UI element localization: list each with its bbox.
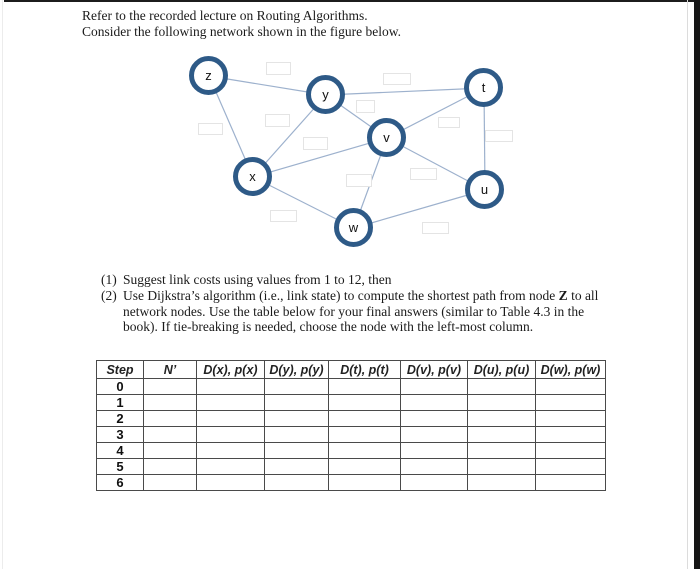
answer-cell (265, 379, 329, 395)
answer-cell (468, 427, 536, 443)
answer-cell (401, 443, 468, 459)
answer-cell (468, 443, 536, 459)
answer-cell (401, 459, 468, 475)
step-value: 1 (97, 395, 144, 411)
answer-cell (468, 459, 536, 475)
answer-cell (197, 427, 265, 443)
answer-cell (536, 475, 606, 491)
node-u: u (465, 170, 504, 209)
table-row-step-5 (97, 459, 606, 475)
answer-cell (197, 379, 265, 395)
step-value: 4 (97, 443, 144, 459)
column-header-step: Step (97, 361, 144, 379)
answer-cell (265, 395, 329, 411)
answer-cell (197, 443, 265, 459)
instruction-item-2 (101, 288, 606, 335)
link-cost-box-5 (303, 137, 328, 150)
answer-cell (401, 475, 468, 491)
instruction-number: (1) (101, 272, 117, 287)
answer-cell (265, 443, 329, 459)
dijkstra-table (96, 360, 606, 491)
link-cost-box-10 (410, 168, 437, 180)
answer-cell (197, 411, 265, 427)
answer-cell (329, 395, 401, 411)
column-header-y: D(y), p(y) (265, 361, 329, 379)
step-value: 2 (97, 411, 144, 427)
table-row-step-3 (97, 427, 606, 443)
edge-y-t (326, 88, 484, 95)
instruction-text: Use Dijkstra’s algorithm (i.e., link state) to compute the shortest path from node Z to all network nodes. Use the table below for your final answers (similar to Table 4.3 in the book). If tie-breaking is needed, choose the node with the left-most column. (123, 287, 599, 335)
table-row-step-4 (97, 443, 606, 459)
answer-cell (197, 395, 265, 411)
intro-line-2: Consider the following network shown in the figure below. (82, 23, 401, 39)
node-x: x (233, 157, 272, 196)
node-v: v (367, 118, 406, 157)
answer-cell (468, 411, 536, 427)
answer-cell (329, 427, 401, 443)
answer-cell (468, 395, 536, 411)
column-header-x: D(x), p(x) (197, 361, 265, 379)
link-cost-box-9 (346, 174, 372, 187)
answer-cell (265, 411, 329, 427)
step-value: 6 (97, 475, 144, 491)
answer-cell (536, 427, 606, 443)
column-header-w: D(w), p(w) (536, 361, 606, 379)
answer-cell (144, 379, 197, 395)
node-y: y (306, 75, 345, 114)
link-cost-box-2 (383, 73, 411, 85)
link-cost-box-4 (265, 114, 290, 127)
network-figure (0, 0, 700, 270)
link-cost-box-12 (422, 222, 449, 234)
answer-cell (536, 443, 606, 459)
instructions-list (101, 272, 606, 335)
instruction-text: Suggest link costs using values from 1 to 12, then (123, 272, 392, 287)
answer-cell (197, 459, 265, 475)
answer-cell (265, 475, 329, 491)
answer-cell (144, 475, 197, 491)
column-header-v: D(v), p(v) (401, 361, 468, 379)
answer-cell (329, 379, 401, 395)
answer-cell (401, 395, 468, 411)
table-row-step-2 (97, 411, 606, 427)
answer-cell (265, 459, 329, 475)
answer-cell (144, 427, 197, 443)
table-row-step-0 (97, 379, 606, 395)
table-header-row (97, 361, 606, 379)
node-t: t (464, 68, 503, 107)
table-row-step-6 (97, 475, 606, 491)
answer-cell (401, 427, 468, 443)
answer-cell (536, 395, 606, 411)
link-cost-box-7 (438, 117, 460, 128)
answer-cell (401, 379, 468, 395)
answer-cell (468, 475, 536, 491)
link-cost-box-11 (270, 210, 297, 222)
answer-cell (536, 379, 606, 395)
column-header-u: D(u), p(u) (468, 361, 536, 379)
step-value: 0 (97, 379, 144, 395)
link-cost-box-8 (485, 130, 513, 142)
link-cost-box-1 (266, 62, 291, 75)
table-row-step-1 (97, 395, 606, 411)
answer-cell (144, 395, 197, 411)
node-w: w (334, 208, 373, 247)
answer-cell (401, 411, 468, 427)
answer-cell (197, 475, 265, 491)
answer-cell (329, 459, 401, 475)
intro-line-1: Refer to the recorded lecture on Routing Algorithms. (82, 8, 368, 23)
link-cost-box-3 (198, 123, 223, 135)
answer-cell (144, 459, 197, 475)
answer-cell (144, 411, 197, 427)
column-header-n-prime: N’ (144, 361, 197, 379)
link-cost-box-6 (356, 100, 375, 113)
answer-cell (265, 427, 329, 443)
step-value: 3 (97, 427, 144, 443)
answer-cell (536, 459, 606, 475)
answer-cell (329, 443, 401, 459)
step-value: 5 (97, 459, 144, 475)
column-header-t: D(t), p(t) (329, 361, 401, 379)
source-node-z: Z (558, 287, 568, 303)
answer-cell (468, 379, 536, 395)
instruction-number: (2) (101, 287, 117, 303)
answer-cell (329, 475, 401, 491)
instruction-item-1 (101, 272, 606, 288)
answer-cell (329, 411, 401, 427)
node-z: z (189, 56, 228, 95)
answer-cell (144, 443, 197, 459)
answer-cell (536, 411, 606, 427)
